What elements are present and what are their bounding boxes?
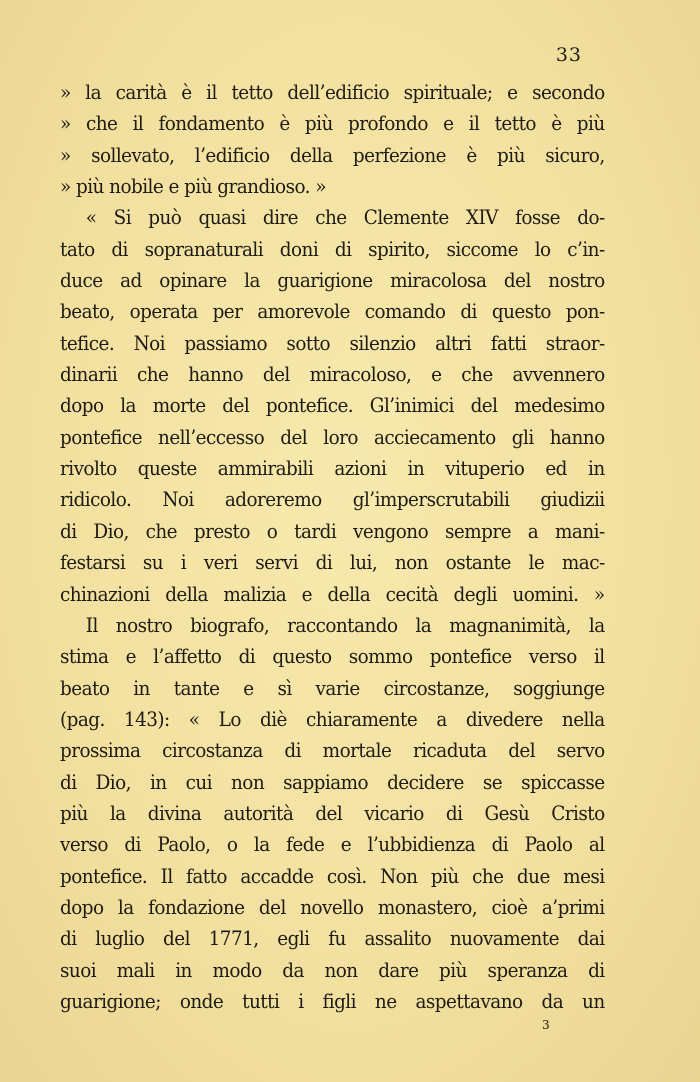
text-line: « Si può quasi dire che Clemente XIV fosse do- — [85, 205, 605, 230]
text-line: di Dio, in cui non sappiamo decidere se spiccasse — [60, 769, 605, 794]
text-line: rivolto queste ammirabili azioni in vituperio ed in — [60, 456, 605, 481]
text-line: verso di Paolo, o la fede e l’ubbidienza di Paolo al — [60, 832, 605, 857]
signature-mark: 3 — [542, 1018, 550, 1032]
text-line: dopo la morte del pontefice. Gl’inimici del medesimo — [60, 393, 605, 418]
text-line: prossima circostanza di mortale ricaduta del servo — [60, 738, 605, 763]
text-line: tefice. Noi passiamo sotto silenzio altri fatti straor- — [60, 330, 605, 355]
text-line: guarigione; onde tutti i figli ne aspettavano da un — [60, 988, 605, 1013]
text-line: » sollevato, l’edificio della perfezione è più sicuro, — [60, 142, 605, 167]
text-line: di luglio del 1771, egli fu assalito nuovamente dai — [60, 926, 605, 951]
text-line: duce ad opinare la guarigione miracolosa del nostro — [60, 268, 605, 293]
text-line: pontefice nell’eccesso del loro acciecamento gli hanno — [60, 424, 605, 449]
text-line: » la carità è il tetto dell’edificio spirituale; e secondo — [60, 80, 605, 104]
text-line: » più nobile e più grandioso. » — [60, 174, 326, 199]
text-line: pontefice. Il fatto accadde così. Non più che due mesi — [60, 863, 605, 888]
text-line: festarsi su i veri servi di lui, non ostante le mac- — [60, 550, 605, 575]
text-line: beato, operata per amorevole comando di questo pon- — [60, 299, 605, 324]
text-line: » che il fondamento è più profondo e il tetto è più — [60, 111, 605, 136]
text-line: beato in tante e sì varie circostanze, soggiunge — [60, 675, 605, 700]
text-line: Il nostro biografo, raccontando la magnanimità, la — [85, 612, 605, 637]
page-number: 33 — [555, 44, 582, 66]
text-line: ridicolo. Noi adoreremo gl’imperscrutabili giudizii — [60, 487, 605, 512]
text-line: dinarii che hanno del miracoloso, e che avvennero — [60, 362, 605, 387]
text-line: stima e l’affetto di questo sommo pontefice verso il — [60, 644, 605, 669]
text-line: (pag. 143): « Lo diè chiaramente a divedere nella — [60, 706, 605, 731]
text-line: chinazioni della malizia e della cecità degli uomini. » — [60, 581, 605, 606]
body-text — [60, 77, 605, 1017]
text-line: suoi mali in modo da non dare più speranza di — [60, 957, 605, 982]
text-line: tato di sopranaturali doni di spirito, siccome lo c’in- — [60, 236, 605, 261]
text-line: più la divina autorità del vicario di Gesù Cristo — [60, 800, 605, 825]
text-line: di Dio, che presto o tardi vengono sempre a mani- — [60, 518, 605, 543]
text-line: dopo la fondazione del novello monastero, cioè a’primi — [60, 894, 605, 919]
